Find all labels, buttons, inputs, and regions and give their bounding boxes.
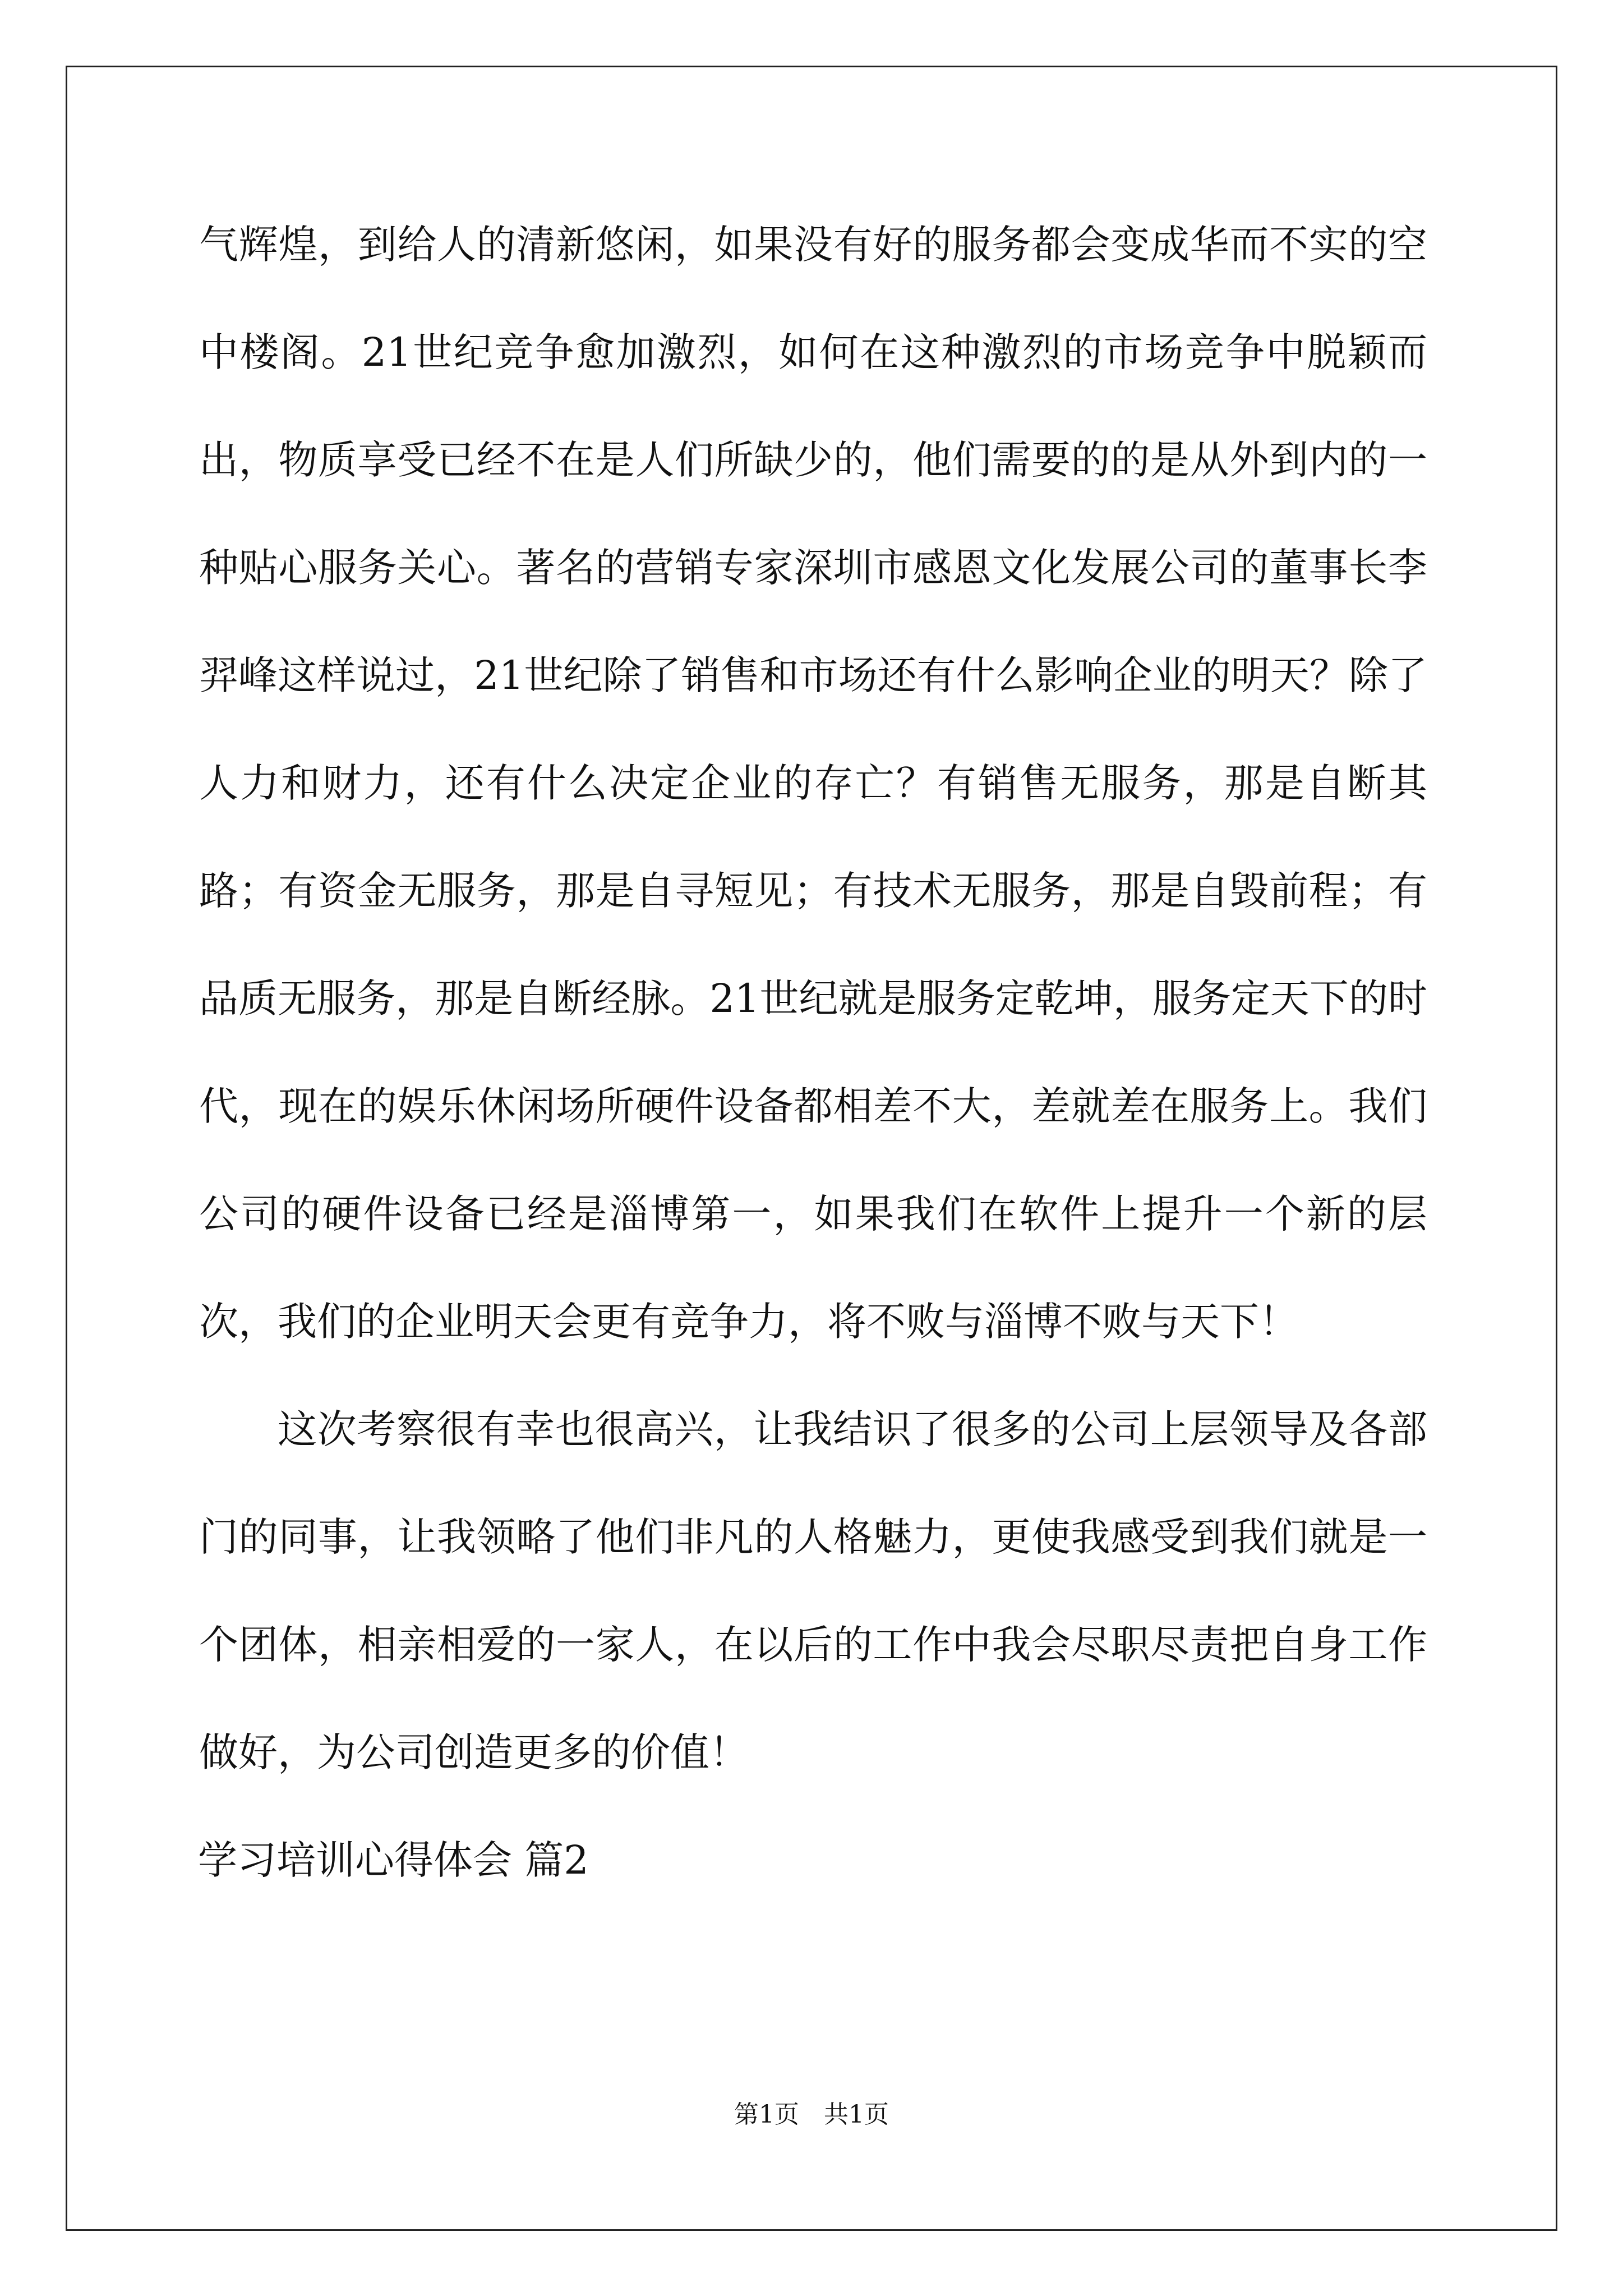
- paragraph-1: 气辉煌，到给人的清新悠闲，如果没有好的服务都会变成华而不实的空中楼阁。21世纪竞争愈加激烈，如何在这种激烈的市场竞争中脱颖而出，物质享受已经不在是人们所缺少的，他们需要的的是从外到内的一种贴心服务关心。著名的营销专家深圳市感恩文化发展公司的董事长李羿峰这样说过，21世纪除了销售和市场还有什么影响企业的明天？除了人力和财力，还有什么决定企业的存亡？有销售无服务，那是自断其路；有资金无服务，那是自寻短见；有技术无服务，那是自毁前程；有品质无服务，那是自断经脉。21世纪就是服务定乾坤，服务定天下的时代，现在的娱乐休闲场所硬件设备都相差不大，差就差在服务上。我们公司的硬件设备已经是淄博第一，如果我们在软件上提升一个新的层次，我们的企业明天会更有竞争力，将不败与淄博不败与天下！: [199, 222, 1427, 1345]
- paragraph-2: 这次考察很有幸也很高兴，让我结识了很多的公司上层领导及各部门的同事，让我领略了他们非凡的人格魅力，更使我感受到我们就是一个团体，相亲相爱的一家人，在以后的工作中我会尽职尽责把自身工作做好，为公司创造更多的价值！: [199, 1406, 1427, 1775]
- document-body: [199, 191, 1427, 1914]
- page-footer: 第1页 共1页: [734, 2100, 889, 2129]
- section-heading: 学习培训心得体会 篇2: [198, 1837, 589, 1883]
